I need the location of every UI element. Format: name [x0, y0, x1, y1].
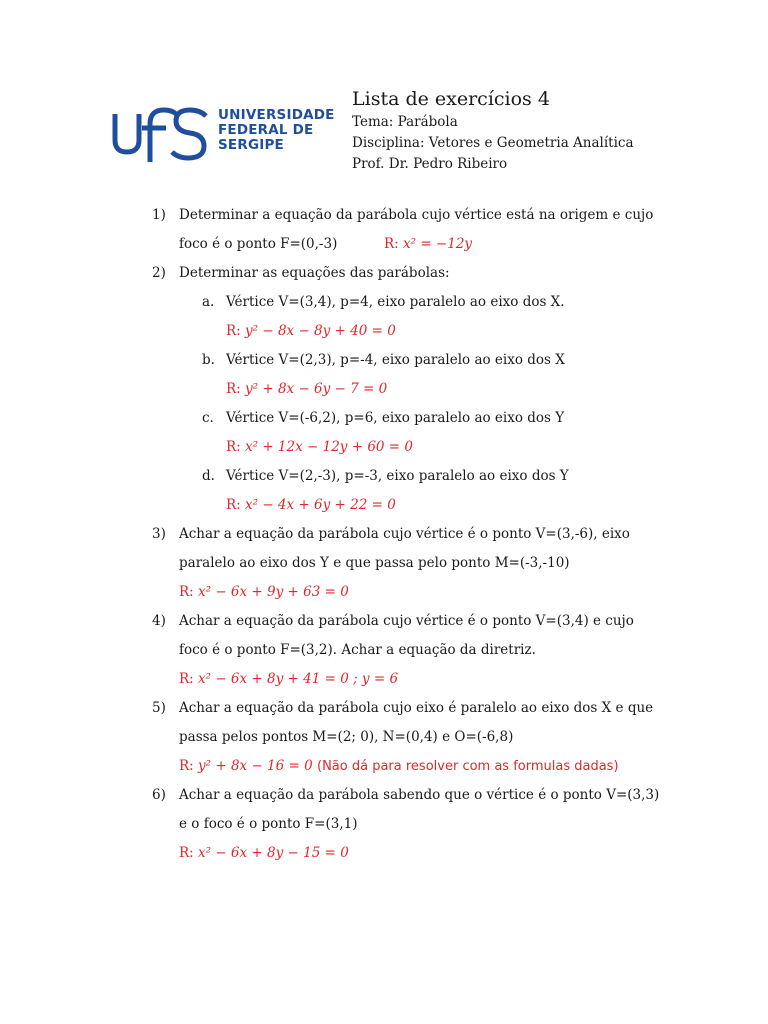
item-letter: b. — [202, 352, 215, 368]
item-text: Vértice V=(-6,2), p=6, eixo paralelo ao eixo dos Y — [226, 410, 565, 426]
answer-prefix: R: — [226, 381, 241, 397]
exercise-2b — [152, 350, 672, 379]
header-professor: Prof. Dr. Pedro Ribeiro — [352, 156, 508, 172]
answer-note: (Não dá para resolver com as formulas dadas) — [317, 759, 619, 774]
exercise-text: passa pelos pontos M=(2; 0), N=(0,4) e O=(-6,8) — [179, 729, 514, 745]
exercise-2b-answer — [152, 379, 672, 408]
exercise-text: Determinar as equações das parábolas: — [179, 265, 450, 281]
exercise-4-line2 — [152, 640, 672, 669]
answer-prefix: R: — [384, 236, 399, 252]
answer-equation: x² = −12y — [403, 236, 473, 252]
answer — [179, 582, 349, 602]
answer-prefix: R: — [226, 439, 241, 455]
university-name-line3: SERGIPE — [218, 137, 284, 153]
exercise-5-line2 — [152, 727, 672, 756]
answer-prefix: R: — [226, 497, 241, 513]
answer-equation: x² + 12x − 12y + 60 = 0 — [245, 439, 413, 455]
answer-prefix: R: — [179, 758, 194, 774]
exercise-6-line2 — [152, 814, 672, 843]
item-text: Vértice V=(2,-3), p=-3, eixo paralelo ao eixo dos Y — [226, 468, 569, 484]
exercise-3-answer — [152, 582, 672, 611]
answer — [226, 495, 396, 515]
exercise-2c — [152, 408, 672, 437]
item-text: Vértice V=(3,4), p=4, eixo paralelo ao eixo dos X. — [226, 294, 565, 310]
exercise-number: 3) — [152, 526, 166, 542]
header-topic: Tema: Parábola — [352, 114, 458, 130]
exercise-2c-answer — [152, 437, 672, 466]
answer-equation: x² − 6x + 8y − 15 = 0 — [198, 845, 349, 861]
exercise-2d — [152, 466, 672, 495]
exercise-1-line1 — [152, 205, 672, 234]
exercise-4-answer — [152, 669, 672, 698]
answer-prefix: R: — [179, 671, 194, 687]
answer-equation: x² − 6x + 9y + 63 = 0 — [198, 584, 349, 600]
answer-prefix: R: — [226, 323, 241, 339]
answer — [226, 437, 413, 457]
exercise-text: foco é o ponto F=(0,-3) — [179, 236, 338, 252]
exercise-1-line2 — [152, 234, 672, 263]
exercise-text: Determinar a equação da parábola cujo vértice está na origem e cujo — [179, 207, 654, 223]
exercise-list — [152, 205, 672, 872]
item-letter: a. — [202, 294, 215, 310]
answer — [179, 756, 619, 777]
answer-equation: x² − 4x + 6y + 22 = 0 — [245, 497, 396, 513]
answer-equation: x² − 6x + 8y + 41 = 0 ; y = 6 — [198, 671, 399, 687]
answer — [226, 379, 387, 399]
item-letter: d. — [202, 468, 215, 484]
exercise-6-line1 — [152, 785, 672, 814]
exercise-text: Achar a equação da parábola cujo vértice é o ponto V=(3,4) e cujo — [179, 613, 634, 629]
exercise-text: paralelo ao eixo dos Y e que passa pelo ponto M=(-3,-10) — [179, 555, 570, 571]
exercise-2a — [152, 292, 672, 321]
answer-prefix: R: — [179, 584, 194, 600]
exercise-number: 2) — [152, 265, 166, 281]
exercise-text: Achar a equação da parábola sabendo que o vértice é o ponto V=(3,3) — [179, 787, 660, 803]
answer — [179, 669, 398, 689]
exercise-3-line1 — [152, 524, 672, 553]
exercise-text: Achar a equação da parábola cujo vértice é o ponto V=(3,-6), eixo — [179, 526, 630, 542]
item-letter: c. — [202, 410, 214, 426]
exercise-number: 6) — [152, 787, 166, 803]
exercise-4-line1 — [152, 611, 672, 640]
answer-equation: y² − 8x − 8y + 40 = 0 — [245, 323, 396, 339]
exercise-text: Achar a equação da parábola cujo eixo é paralelo ao eixo dos X e que — [179, 700, 654, 716]
exercise-text: foco é o ponto F=(3,2). Achar a equação da diretriz. — [179, 642, 536, 658]
exercise-text: e o foco é o ponto F=(3,1) — [179, 816, 358, 832]
answer — [179, 843, 349, 863]
exercise-2a-answer — [152, 321, 672, 350]
answer — [384, 234, 472, 254]
answer-prefix: R: — [179, 845, 194, 861]
exercise-6-answer — [152, 843, 672, 872]
exercise-2-line1 — [152, 263, 672, 292]
item-text: Vértice V=(2,3), p=-4, eixo paralelo ao eixo dos X — [226, 352, 565, 368]
exercise-number: 1) — [152, 207, 166, 223]
exercise-2d-answer — [152, 495, 672, 524]
document-title: Lista de exercícios 4 — [352, 88, 550, 110]
answer-equation: y² + 8x − 6y − 7 = 0 — [245, 381, 388, 397]
exercise-5-line1 — [152, 698, 672, 727]
exercise-3-line2 — [152, 553, 672, 582]
university-name-line1: UNIVERSIDADE — [218, 107, 335, 123]
header-course: Disciplina: Vetores e Geometria Analítica — [352, 135, 634, 151]
document-header — [352, 86, 634, 175]
exercise-number: 4) — [152, 613, 166, 629]
answer — [226, 321, 396, 341]
university-name — [218, 108, 335, 153]
answer-equation: y² + 8x − 16 = 0 — [198, 758, 313, 774]
exercise-5-answer — [152, 756, 672, 785]
university-name-line2: FEDERAL DE — [218, 122, 314, 138]
exercise-number: 5) — [152, 700, 166, 716]
